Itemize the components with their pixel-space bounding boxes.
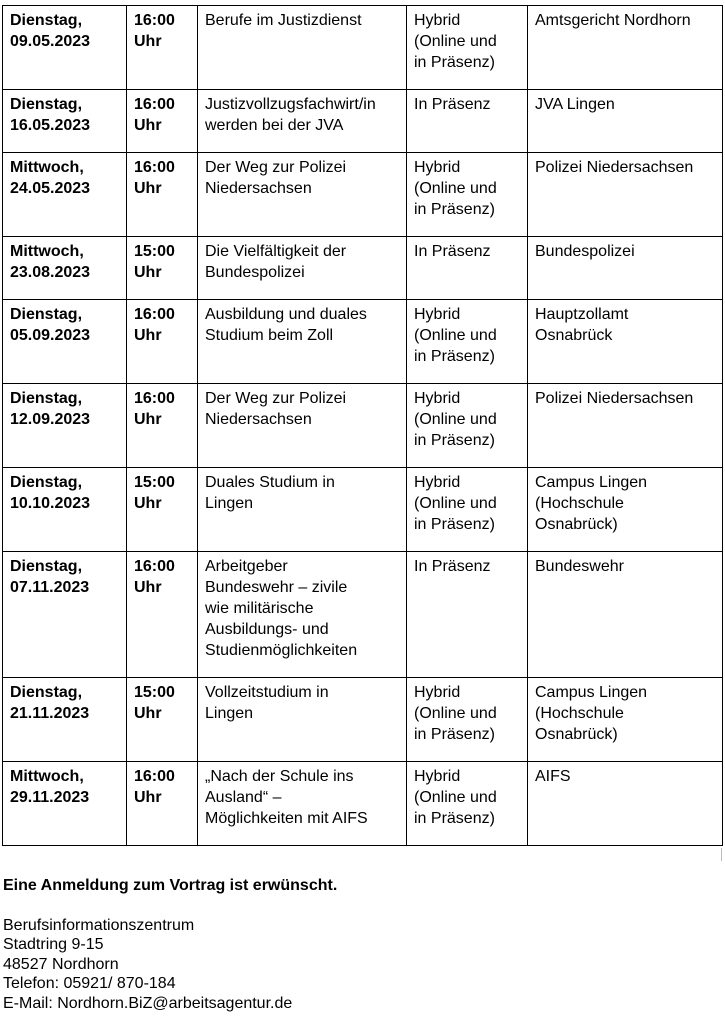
organizer-line: Polizei Niedersachsen [535,159,694,176]
topic-line: Vollzeitstudium in [205,684,329,701]
time-unit-text: Uhr [134,33,162,50]
weekday-text: Dienstag, [10,390,83,407]
weekday-text: Dienstag, [10,684,83,701]
organizer-cell [528,384,723,468]
date-cell [3,552,127,678]
organizer-cell [528,468,723,552]
table-row [3,384,723,468]
topic-line: Ausbildung und duales [205,306,367,323]
margin-mark [721,848,722,861]
time-unit-text: Uhr [134,495,162,512]
address-line-street: Stadtring 9-15 [3,936,104,953]
topic-cell [198,300,407,384]
contact-footer [3,876,337,1013]
topic-line: Bundespolizei [205,264,305,281]
organizer-line: Bundeswehr [535,558,624,575]
date-text: 07.11.2023 [10,579,90,596]
format-line: In Präsenz [414,96,491,113]
format-line: (Online und [414,327,497,344]
topic-cell [198,6,407,90]
format-line: (Online und [414,33,497,50]
table-row [3,153,723,237]
format-line: in Präsenz) [414,201,495,218]
time-unit-text: Uhr [134,705,162,722]
date-text: 21.11.2023 [10,705,90,722]
format-line: (Online und [414,180,497,197]
address-line-city: 48527 Nordhorn [3,955,119,973]
format-cell [407,678,528,762]
weekday-text: Mittwoch, [10,159,84,176]
date-cell [3,90,127,153]
format-line: (Online und [414,789,497,806]
topic-line: „Nach der Schule ins [205,768,354,785]
organizer-line: Osnabrück [535,327,613,344]
format-line: Hybrid [414,12,461,29]
topic-line: Justizvollzugsfachwirt/in [205,96,376,113]
date-text: 09.05.2023 [10,33,91,50]
organizer-cell [528,153,723,237]
time-unit-text: Uhr [134,327,162,344]
time-unit-text: Uhr [134,117,162,134]
time-cell [127,6,198,90]
format-cell [407,6,528,90]
address-line-org: Berufsinformationszentrum [3,916,195,934]
format-line: in Präsenz) [414,516,495,533]
date-text: 16.05.2023 [10,117,91,134]
organizer-line: Campus Lingen [535,474,648,491]
organizer-line: Osnabrück) [535,516,618,533]
organizer-cell [528,237,723,300]
events-table-body [3,6,723,846]
date-text: 12.09.2023 [10,411,91,428]
organizer-cell [528,90,723,153]
time-cell [127,237,198,300]
time-text: 16:00 [134,159,175,176]
time-cell [127,762,198,846]
organizer-line: (Hochschule [535,495,624,512]
weekday-text: Mittwoch, [10,243,84,260]
topic-line: Der Weg zur Polizei [205,159,347,176]
format-line: Hybrid [414,474,461,491]
time-text: 15:00 [134,474,175,491]
format-line: (Online und [414,495,497,512]
time-unit-text: Uhr [134,264,162,281]
organizer-line: Amtsgericht Nordhorn [535,12,691,29]
organizer-cell [528,300,723,384]
organizer-line: Polizei Niedersachsen [535,390,694,407]
time-unit-text: Uhr [134,789,162,806]
format-cell [407,237,528,300]
table-row [3,552,723,678]
format-line: in Präsenz) [414,432,495,449]
topic-line: Die Vielfältigkeit der [205,243,347,260]
topic-cell [198,678,407,762]
topic-line: Möglichkeiten mit AIFS [205,810,368,827]
organizer-cell [528,762,723,846]
topic-line: Der Weg zur Polizei [205,390,347,407]
date-cell [3,678,127,762]
topic-line: wie militärische [205,600,314,617]
registration-note: Eine Anmeldung zum Vortrag ist erwünscht. [3,877,338,894]
time-cell [127,468,198,552]
date-cell [3,300,127,384]
organizer-cell [528,6,723,90]
time-cell [127,552,198,678]
organizer-line: (Hochschule [535,705,624,722]
weekday-text: Dienstag, [10,12,83,29]
format-line: In Präsenz [414,243,491,260]
topic-line: Lingen [205,495,254,512]
table-row [3,6,723,90]
time-text: 16:00 [134,96,175,113]
organizer-cell [528,552,723,678]
time-text: 15:00 [134,684,175,701]
date-cell [3,762,127,846]
format-line: in Präsenz) [414,810,495,827]
table-row [3,762,723,846]
address-line-phone: Telefon: 05921/ 870-184 [3,975,176,992]
format-line: Hybrid [414,390,461,407]
address-block [3,916,337,1014]
time-cell [127,300,198,384]
topic-cell [198,468,407,552]
weekday-text: Dienstag, [10,96,83,113]
format-cell [407,552,528,678]
table-row [3,468,723,552]
date-text: 10.10.2023 [10,495,91,512]
format-line: in Präsenz) [414,54,495,71]
format-cell [407,90,528,153]
time-text: 16:00 [134,390,175,407]
topic-line: Lingen [205,705,254,722]
weekday-text: Dienstag, [10,474,83,491]
table-row [3,300,723,384]
table-row [3,237,723,300]
organizer-line: Osnabrück) [535,726,618,743]
format-line: in Präsenz) [414,348,495,365]
topic-line: Ausland“ – [205,789,282,806]
date-cell [3,384,127,468]
topic-cell [198,90,407,153]
date-cell [3,468,127,552]
format-line: Hybrid [414,159,461,176]
organizer-line: JVA Lingen [535,96,615,113]
organizer-cell [528,678,723,762]
format-cell [407,384,528,468]
format-line: (Online und [414,411,497,428]
topic-line: Studienmöglichkeiten [205,642,358,659]
topic-line: Duales Studium in [205,474,335,491]
events-table [2,5,723,846]
format-line: In Präsenz [414,558,491,575]
time-unit-text: Uhr [134,411,162,428]
topic-cell [198,237,407,300]
format-line: Hybrid [414,768,461,785]
organizer-line: Campus Lingen [535,684,648,701]
topic-line: Niedersachsen [205,411,312,428]
time-cell [127,90,198,153]
organizer-line: Bundespolizei [535,243,635,260]
time-unit-text: Uhr [134,180,162,197]
weekday-text: Mittwoch, [10,768,84,785]
date-cell [3,153,127,237]
time-cell [127,678,198,762]
table-row [3,90,723,153]
format-line: in Präsenz) [414,726,495,743]
organizer-line: AIFS [535,768,571,785]
date-cell [3,6,127,90]
weekday-text: Dienstag, [10,306,83,323]
address-line-email[interactable]: E-Mail: Nordhorn.BiZ@arbeitsagentur.de [3,994,293,1012]
topic-line: werden bei der JVA [205,117,344,134]
topic-line: Arbeitgeber [205,558,288,575]
topic-line: Ausbildungs- und [205,621,329,638]
format-line: (Online und [414,705,497,722]
topic-cell [198,762,407,846]
format-line: Hybrid [414,306,461,323]
format-cell [407,153,528,237]
date-text: 23.08.2023 [10,264,91,281]
topic-line: Berufe im Justizdienst [205,12,362,29]
format-cell [407,762,528,846]
topic-line: Studium beim Zoll [205,327,334,344]
format-cell [407,468,528,552]
topic-cell [198,384,407,468]
topic-cell [198,153,407,237]
date-text: 05.09.2023 [10,327,91,344]
time-cell [127,384,198,468]
format-line: Hybrid [414,684,461,701]
time-text: 15:00 [134,243,175,260]
time-text: 16:00 [134,306,175,323]
time-text: 16:00 [134,768,175,785]
weekday-text: Dienstag, [10,558,83,575]
organizer-line: Hauptzollamt [535,306,629,323]
topic-cell [198,552,407,678]
date-text: 24.05.2023 [10,180,91,197]
topic-line: Bundeswehr – zivile [205,579,348,596]
date-cell [3,237,127,300]
format-cell [407,300,528,384]
time-text: 16:00 [134,558,175,575]
date-text: 29.11.2023 [10,789,90,806]
table-row [3,678,723,762]
time-unit-text: Uhr [134,579,162,596]
topic-line: Niedersachsen [205,180,312,197]
time-text: 16:00 [134,12,175,29]
time-cell [127,153,198,237]
